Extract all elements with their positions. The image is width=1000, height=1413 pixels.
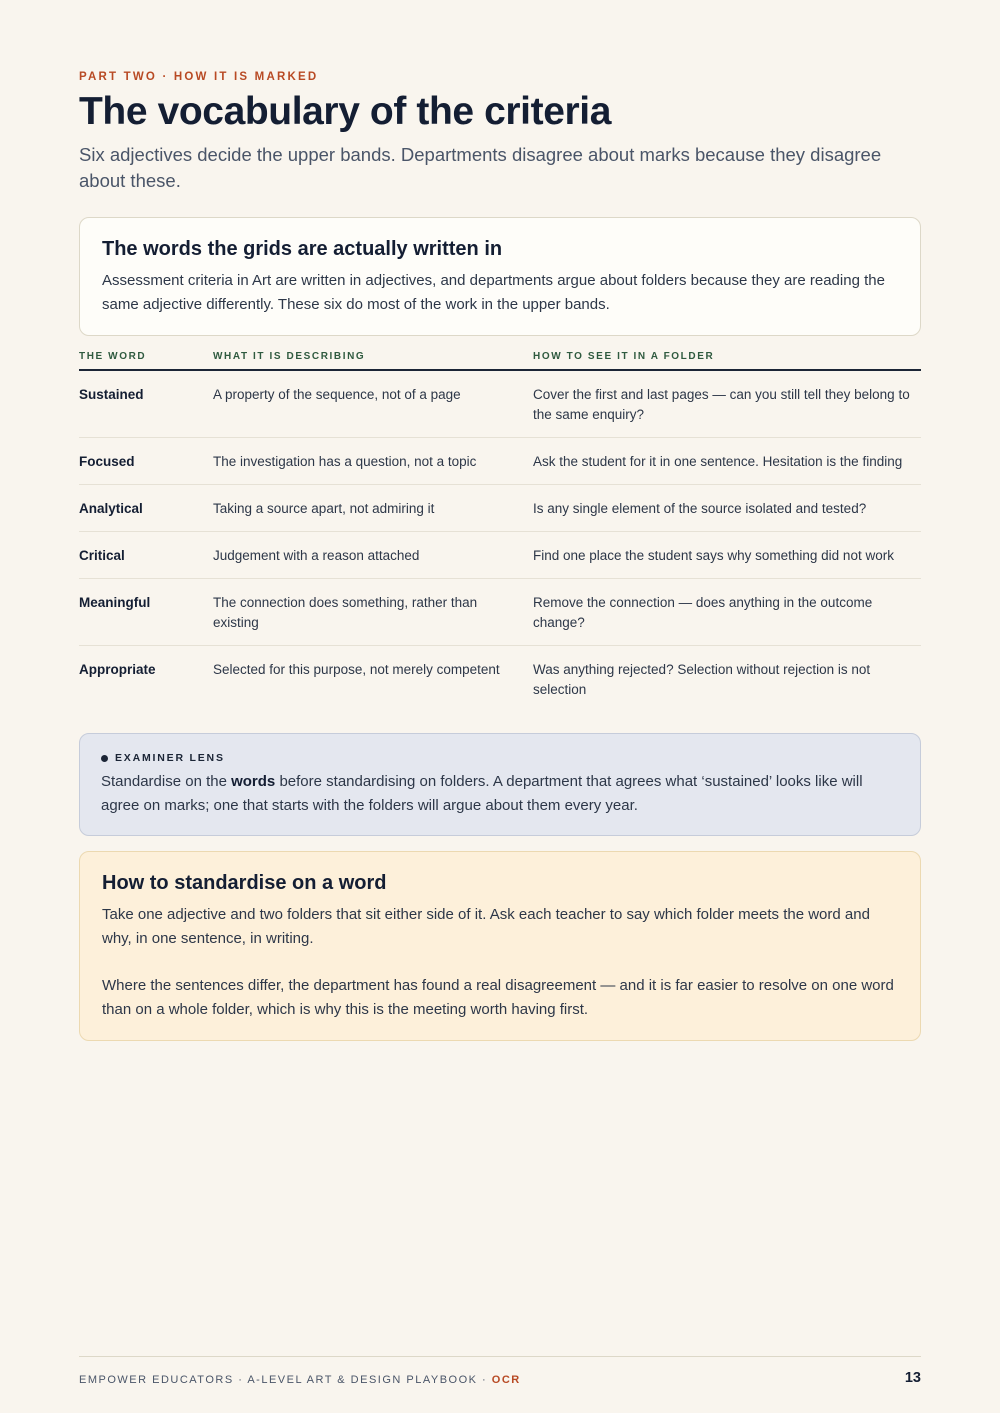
table-row	[79, 646, 921, 712]
howto-paragraph-2: Where the sentences differ, the department has found a real disagreement — and it is far easier to resolve on one word than on a whole folder, which is why this is the meeting worth having first.	[102, 977, 894, 1018]
lens-text-bold: words	[231, 773, 276, 790]
table-row	[79, 579, 921, 646]
footer-publication	[79, 1374, 521, 1386]
section-eyebrow: PART TWO · HOW IT IS MARKED	[79, 71, 319, 83]
row-describing: Selected for this purpose, not merely competent	[213, 662, 500, 677]
row-see: Remove the connection — does anything in the outcome change?	[533, 595, 873, 630]
page-footer	[79, 1356, 921, 1386]
table-row	[79, 371, 921, 438]
examiner-lens-callout	[79, 733, 921, 836]
row-word: Appropriate	[79, 662, 156, 677]
howto-callout	[79, 851, 921, 1041]
row-see: Was anything rejected? Selection without rejection is not selection	[533, 662, 871, 697]
intro-callout	[79, 217, 921, 336]
intro-heading: The words the grids are actually written in	[102, 238, 503, 260]
page-subtitle: Six adjectives decide the upper bands. Departments disagree about marks because they disagree about these.	[79, 144, 882, 191]
footer-publication-text: EMPOWER EDUCATORS · A-LEVEL ART & DESIGN PLAYBOOK ·	[79, 1374, 492, 1386]
row-see: Ask the student for it in one sentence. Hesitation is the finding	[533, 454, 903, 469]
howto-paragraph-1: Take one adjective and two folders that sit either side of it. Ask each teacher to say which folder meets the word and why, in one sentence, in writing.	[102, 906, 870, 947]
row-describing: Taking a source apart, not admiring it	[213, 501, 435, 516]
criteria-table	[79, 349, 921, 712]
row-word: Analytical	[79, 501, 143, 516]
lens-text-before: Standardise on the	[101, 773, 232, 790]
page-title: The vocabulary of the criteria	[79, 90, 612, 133]
examiner-lens-label: EXAMINER LENS	[115, 752, 225, 764]
table-row	[79, 485, 921, 532]
row-word: Sustained	[79, 387, 144, 402]
row-word: Focused	[79, 454, 135, 469]
footer-board: OCR	[491, 1374, 521, 1386]
intro-body: Assessment criteria in Art are written in adjectives, and departments argue about folders because they are reading the same adjective differently. These six do most of the work in the upper bands.	[102, 272, 885, 313]
howto-heading: How to standardise on a word	[102, 872, 387, 894]
row-word: Meaningful	[79, 595, 151, 610]
page-number: 13	[904, 1370, 921, 1386]
row-describing: A property of the sequence, not of a page	[213, 387, 461, 402]
table-row	[79, 532, 921, 579]
row-word: Critical	[79, 548, 125, 563]
row-describing: The connection does something, rather than existing	[213, 595, 478, 630]
row-describing: The investigation has a question, not a topic	[213, 454, 477, 469]
lens-text-after: before standardising on folders. A department that agrees what ‘sustained’ looks like will agree on marks; one that starts with the folders will argue about them every year.	[101, 773, 863, 814]
examiner-lens-tag	[101, 752, 899, 764]
column-header-word: THE WORD	[79, 351, 147, 362]
row-see: Is any single element of the source isolated and tested?	[533, 501, 867, 516]
column-header-describing: WHAT IT IS DESCRIBING	[213, 351, 366, 362]
examiner-lens-text	[101, 770, 899, 818]
table-header-row	[79, 349, 921, 371]
column-header-see: HOW TO SEE IT IN A FOLDER	[533, 351, 715, 362]
bullet-dot-icon	[101, 755, 108, 762]
row-see: Find one place the student says why something did not work	[533, 548, 894, 563]
table-row	[79, 438, 921, 485]
row-see: Cover the first and last pages — can you still tell they belong to the same enquiry?	[533, 387, 910, 422]
row-describing: Judgement with a reason attached	[213, 548, 420, 563]
